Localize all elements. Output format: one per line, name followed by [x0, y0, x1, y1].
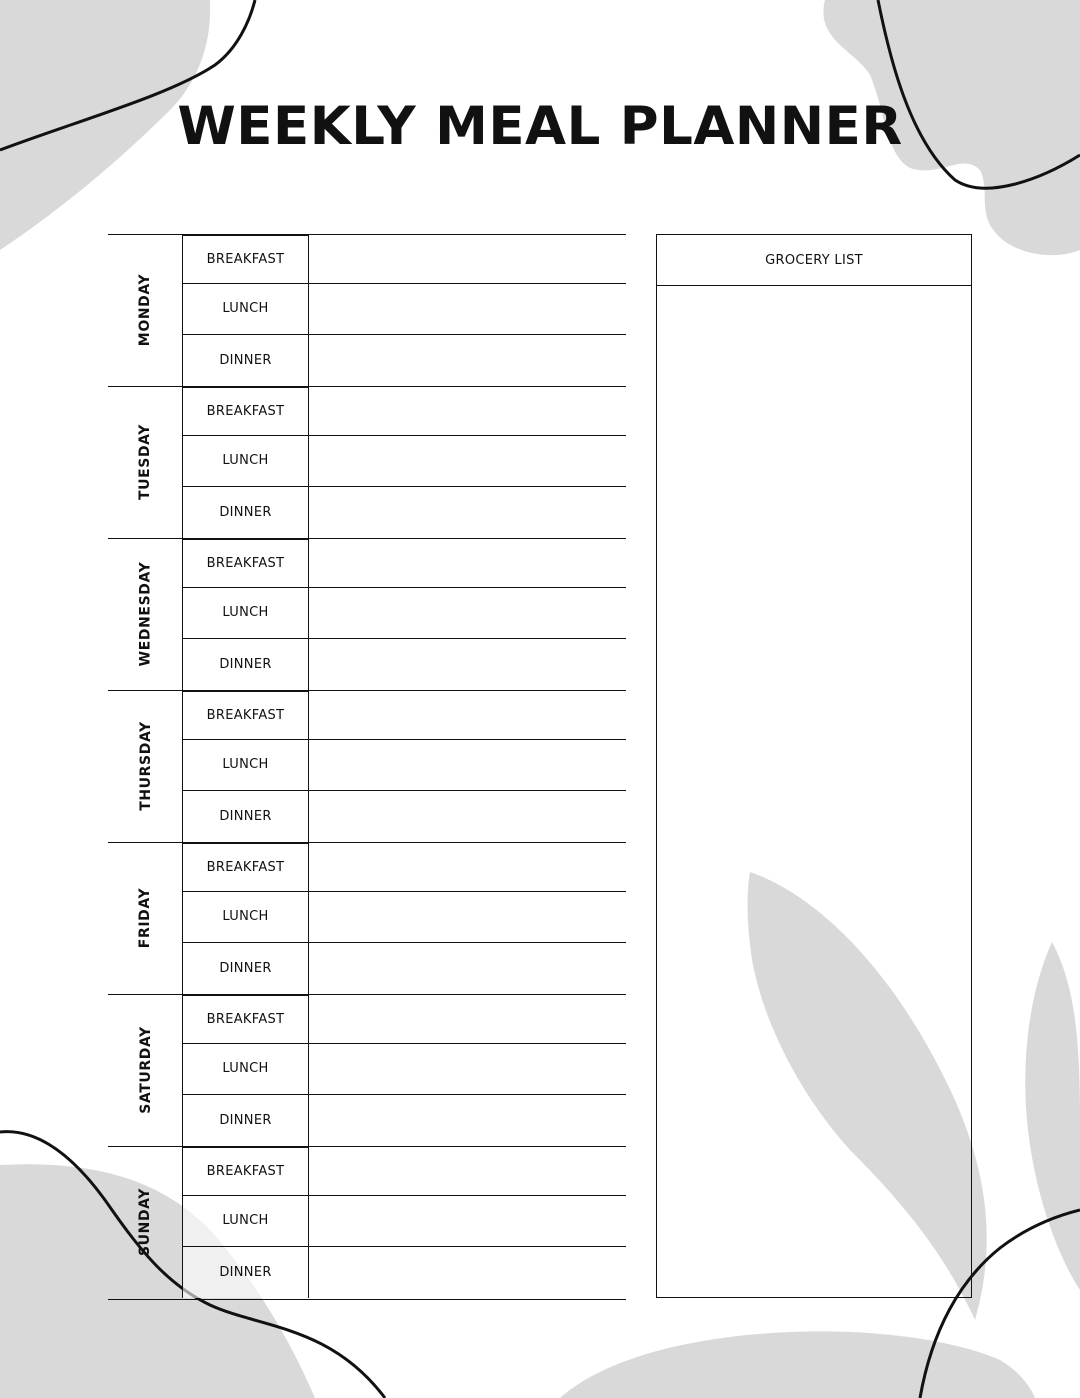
decor-blob-bottom-right: [560, 1331, 1035, 1398]
day-label-friday: FRIDAY: [137, 887, 154, 949]
meal-label-lunch: LUNCH: [182, 892, 309, 942]
meal-entry-field[interactable]: [309, 1044, 626, 1094]
decor-leaf-right: [1025, 942, 1080, 1290]
meal-label-breakfast: BREAKFAST: [182, 234, 309, 284]
day-block-tuesday: [108, 386, 626, 538]
grocery-list-area[interactable]: [657, 286, 971, 1297]
meal-entry-field[interactable]: [309, 1095, 626, 1147]
meal-entry-field[interactable]: [309, 284, 626, 334]
meal-label-dinner: DINNER: [182, 1247, 309, 1299]
meal-entry-field[interactable]: [309, 386, 626, 436]
meal-label-lunch: LUNCH: [182, 284, 309, 334]
page-title: WEEKLY MEAL PLANNER: [177, 96, 903, 157]
day-label-saturday: SATURDAY: [137, 1026, 154, 1114]
meal-entry-field[interactable]: [309, 487, 626, 539]
meal-label-breakfast: BREAKFAST: [182, 842, 309, 892]
grocery-list-box: [656, 234, 972, 1298]
day-block-sunday: [108, 1146, 626, 1300]
meal-entry-field[interactable]: [309, 740, 626, 790]
meal-entry-field[interactable]: [309, 943, 626, 995]
meal-entry-field[interactable]: [309, 335, 626, 387]
meal-label-dinner: DINNER: [182, 487, 309, 539]
meal-label-dinner: DINNER: [182, 791, 309, 843]
meal-label-lunch: LUNCH: [182, 1044, 309, 1094]
meal-entry-field[interactable]: [309, 1247, 626, 1299]
meal-entry-field[interactable]: [309, 1196, 626, 1246]
meal-label-dinner: DINNER: [182, 1095, 309, 1147]
meal-entry-field[interactable]: [309, 639, 626, 691]
meal-label-breakfast: BREAKFAST: [182, 690, 309, 740]
meal-label-lunch: LUNCH: [182, 740, 309, 790]
day-label-wednesday: WEDNESDAY: [137, 561, 154, 667]
meal-entry-field[interactable]: [309, 842, 626, 892]
meal-label-breakfast: BREAKFAST: [182, 994, 309, 1044]
meal-entry-field[interactable]: [309, 588, 626, 638]
meal-label-breakfast: BREAKFAST: [182, 386, 309, 436]
meal-entry-field[interactable]: [309, 1146, 626, 1196]
day-label-tuesday: TUESDAY: [137, 423, 154, 501]
meal-planner-table: [108, 234, 626, 1300]
meal-label-dinner: DINNER: [182, 943, 309, 995]
meal-label-breakfast: BREAKFAST: [182, 1146, 309, 1196]
day-label-sunday: SUNDAY: [137, 1187, 154, 1257]
day-label-monday: MONDAY: [137, 273, 154, 347]
meal-entry-field[interactable]: [309, 690, 626, 740]
day-block-saturday: [108, 994, 626, 1146]
meal-label-lunch: LUNCH: [182, 588, 309, 638]
meal-label-breakfast: BREAKFAST: [182, 538, 309, 588]
day-block-thursday: [108, 690, 626, 842]
meal-entry-field[interactable]: [309, 994, 626, 1044]
meal-label-dinner: DINNER: [182, 639, 309, 691]
meal-entry-field[interactable]: [309, 234, 626, 284]
day-block-monday: [108, 234, 626, 386]
meal-entry-field[interactable]: [309, 892, 626, 942]
meal-label-lunch: LUNCH: [182, 436, 309, 486]
day-label-thursday: THURSDAY: [137, 721, 154, 811]
grocery-list-header: GROCERY LIST: [657, 235, 971, 286]
meal-entry-field[interactable]: [309, 538, 626, 588]
meal-label-dinner: DINNER: [182, 335, 309, 387]
meal-label-lunch: LUNCH: [182, 1196, 309, 1246]
day-block-wednesday: [108, 538, 626, 690]
meal-entry-field[interactable]: [309, 436, 626, 486]
day-block-friday: [108, 842, 626, 994]
meal-entry-field[interactable]: [309, 791, 626, 843]
